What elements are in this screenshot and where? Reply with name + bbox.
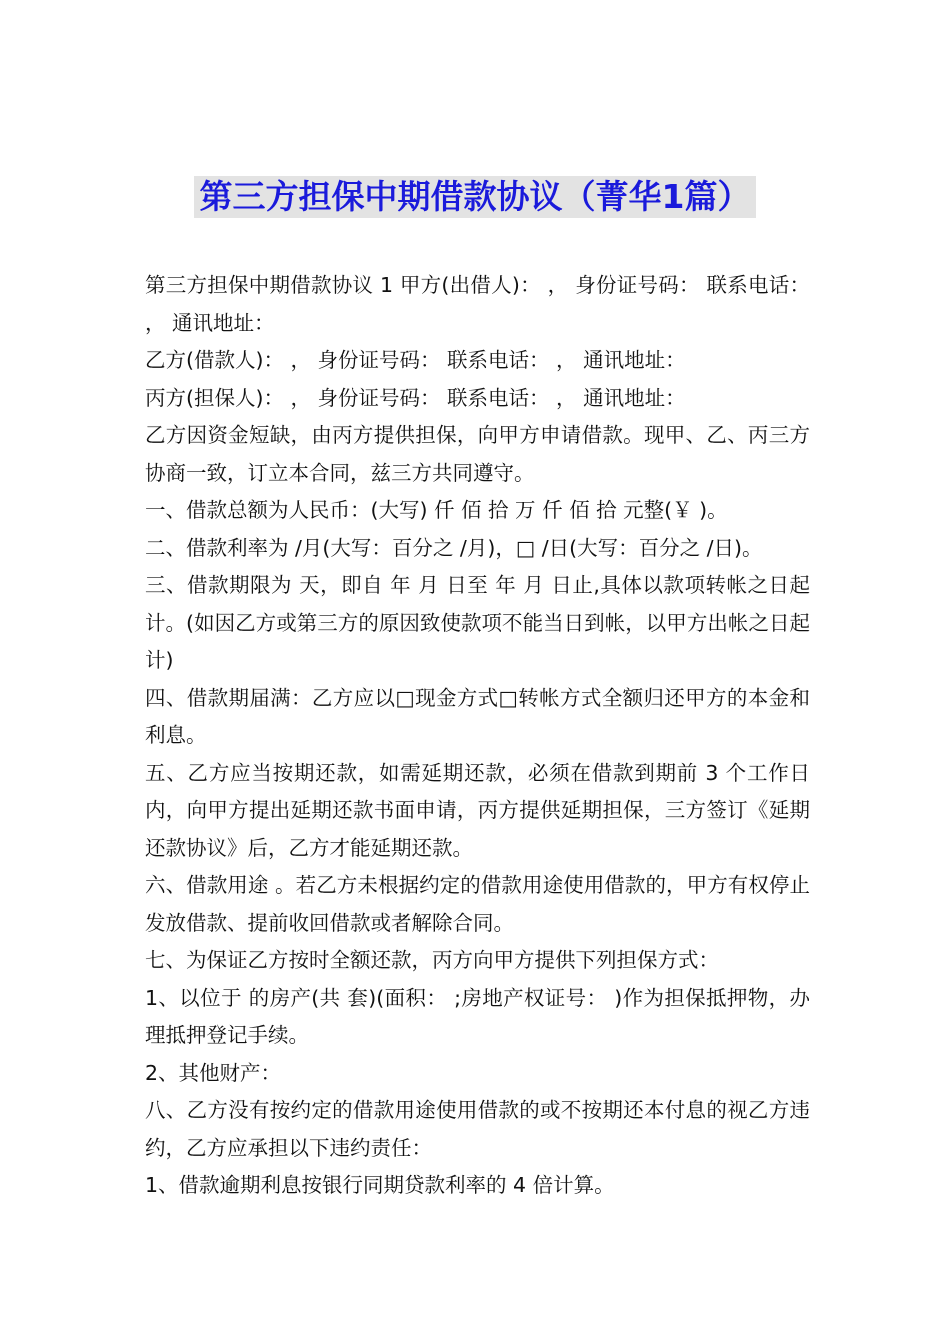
paragraph-clause-6: 六、借款用途 。若乙方未根据约定的借款用途使用借款的，甲方有权停止发放借款、提前收回借款或者解除合同。: [145, 873, 810, 935]
paragraph-clause-8: 八、乙方没有按约定的借款用途使用借款的或不按期还本付息的视乙方违约，乙方应承担以下违约责任：: [145, 1098, 810, 1160]
paragraph-clause-7-item-1: 1、以位于 的房产(共 套)(面积： ;房地产权证号： )作为担保抵押物，办理抵押登记手续。: [145, 985, 810, 1047]
paragraph-clause-4: 四、借款期届满：乙方应以□现金方式□转帐方式全额归还甲方的本金和利息。: [145, 685, 810, 747]
paragraph-preamble: 乙方因资金短缺，由丙方提供担保，向甲方申请借款。现甲、乙、丙三方协商一致，订立本合同，兹三方共同遵守。: [145, 423, 810, 485]
title-container: [0, 176, 950, 218]
document-body: [145, 267, 810, 1205]
paragraph-clause-5: 五、乙方应当按期还款，如需延期还款，必须在借款到期前 3 个工作日内，向甲方提出延期还款书面申请，丙方提供延期担保，三方签订《延期还款协议》后，乙方才能延期还款。: [145, 760, 810, 860]
paragraph-party-b: 乙方(借款人)： ， 身份证号码： 联系电话： ， 通讯地址：: [145, 348, 686, 372]
paragraph-clause-8-item-1: 1、借款逾期利息按银行同期贷款利率的 4 倍计算。: [145, 1173, 615, 1197]
paragraph-clause-7-item-2: 2、其他财产：: [145, 1060, 282, 1085]
paragraph-clause-2: 二、借款利率为 /月(大写：百分之 /月)，□ /日(大写：百分之 /日)。: [145, 535, 763, 560]
paragraph-party-a: 第三方担保中期借款协议 1 甲方(出借人)： ， 身份证号码： 联系电话： ， 通讯地址：: [145, 273, 810, 335]
paragraph-clause-3: 三、借款期限为 天，即自 年 月 日至 年 月 日止,具体以款项转帐之日起计。(如因乙方或第三方的原因致使款项不能当日到帐，以甲方出帐之日起计): [145, 573, 810, 672]
paragraph-clause-7: 七、为保证乙方按时全额还款，丙方向甲方提供下列担保方式：: [145, 948, 719, 972]
paragraph-party-c: 丙方(担保人)： ， 身份证号码： 联系电话： ， 通讯地址：: [145, 385, 686, 410]
document-title: 第三方担保中期借款协议（菁华1篇）: [194, 176, 757, 218]
paragraph-clause-1: 一、借款总额为人民币：(大写) 仟 佰 拾 万 仟 佰 拾 元整(￥ )。: [145, 498, 728, 522]
